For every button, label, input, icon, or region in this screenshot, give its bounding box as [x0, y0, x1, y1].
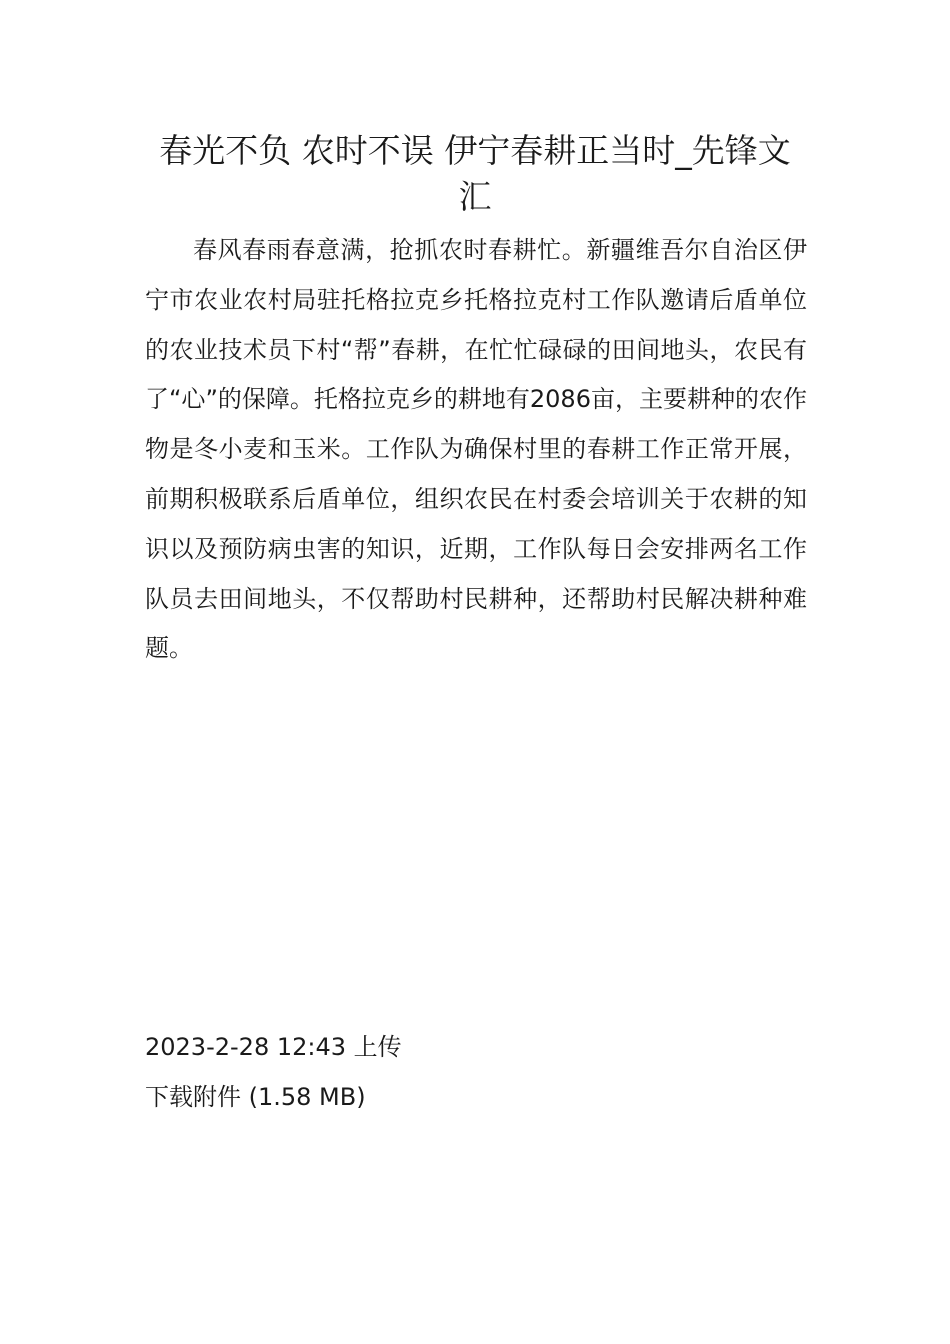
download-attachment-link[interactable]: 下载附件 (1.58 MB) [145, 1083, 366, 1111]
document-title: 春光不负 农时不误 伊宁春耕正当时_先锋文汇 [159, 131, 791, 216]
upload-timestamp: 2023-2-28 12:43 上传 [145, 1033, 402, 1061]
article-paragraph: 春风春雨春意满，抢抓农时春耕忙。新疆维吾尔自治区伊宁市农业农村局驻托格拉克乡托格拉克村工作队邀请后盾单位的农业技术员下村“帮”春耕，在忙忙碌碌的田间地头，农民有了“心”的保障。托格拉克乡的耕地有2086亩，主要耕种的农作物是冬小麦和玉米。工作队为确保村里的春耕工作正常开展，前期积极联系后盾单位，组织农民在村委会培训关于农耕的知识以及预防病虫害的知识，近期，工作队每日会安排两名工作队员去田间地头，不仅帮助村民耕种，还帮助村民解决耕种难题。 [145, 236, 807, 663]
